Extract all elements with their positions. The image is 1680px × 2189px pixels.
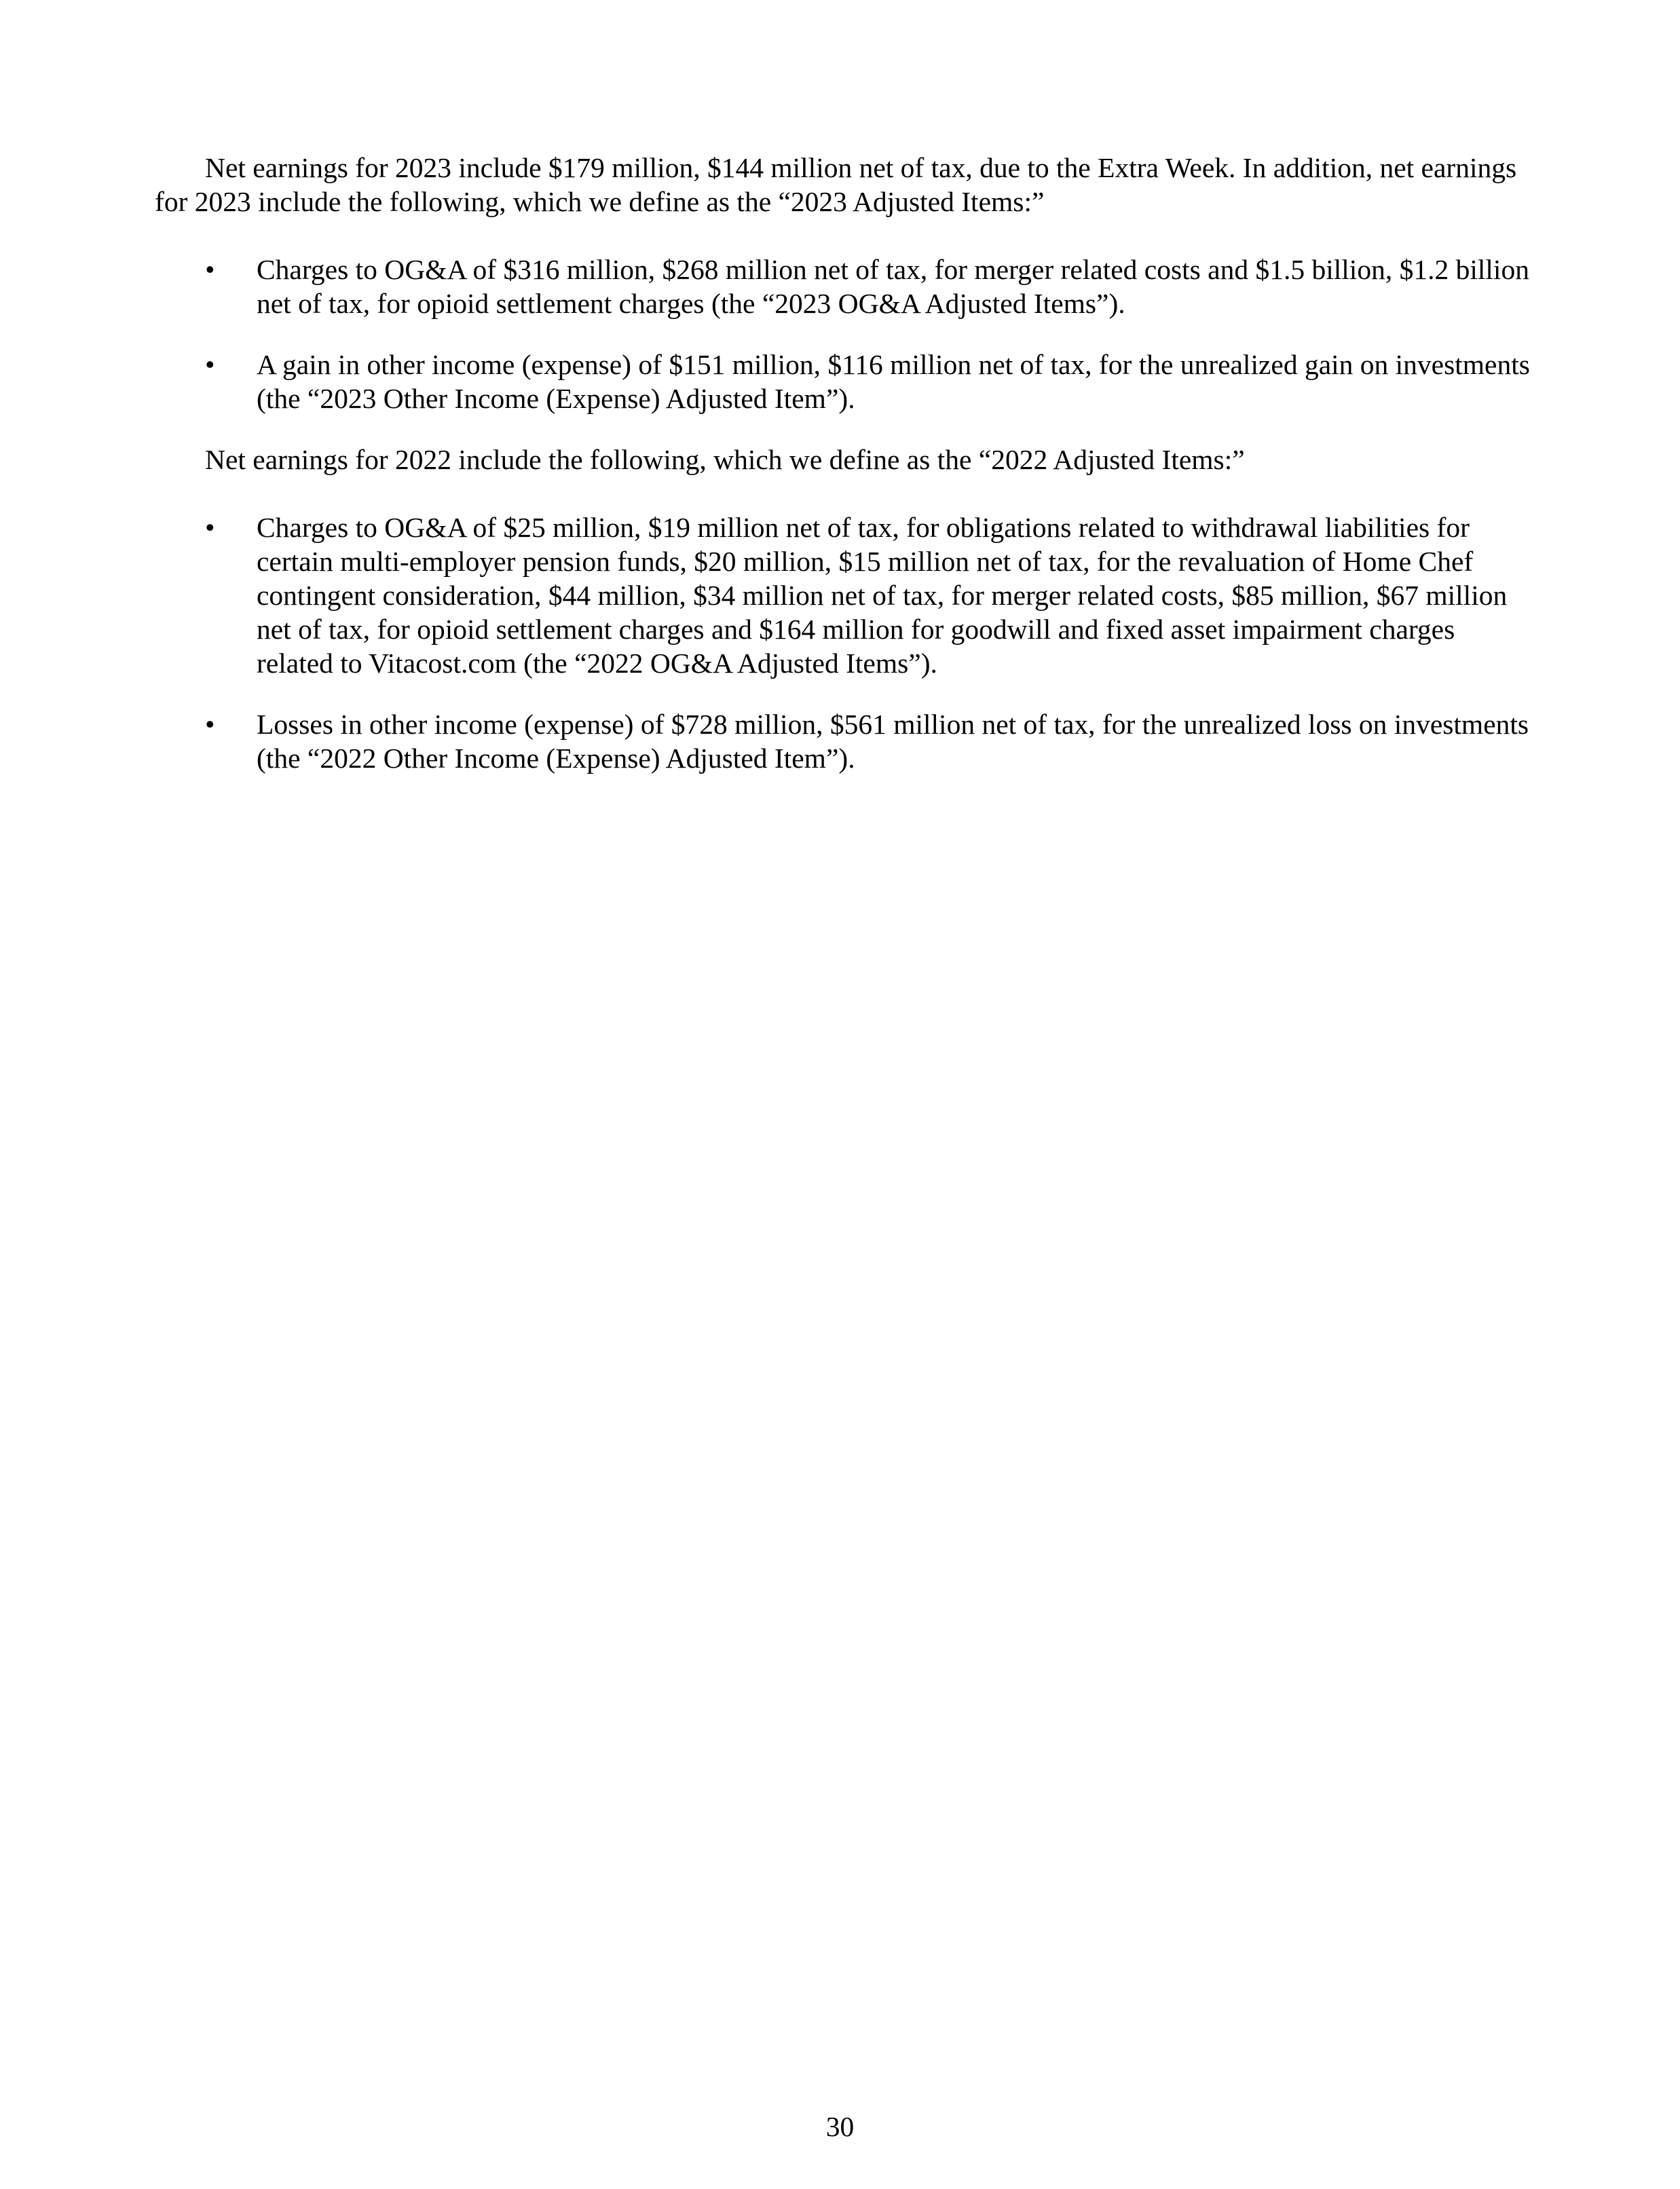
spacer (155, 219, 1533, 252)
bullet-text-2023-oga: Charges to OG&A of $316 million, $268 million net of tax, for merger related costs and $1.5 billion, $1.2 billion net of tax, for opioid settlement charges (the “2023 OG&A Adjusted Items”). (257, 254, 1529, 319)
spacer (155, 415, 1533, 443)
bullet-list-2023 (155, 252, 1533, 415)
bullet-text-2022-oga: Charges to OG&A of $25 million, $19 million net of tax, for obligations related to withdrawal liabilities for certain multi-employer pension funds, $20 million, $15 million net of tax, for the revaluation of Home Chef contingent consideration, $44 million, $34 million net of tax, for merger related costs, $85 million, $67 million net of tax, for opioid settlement charges and $164 million for goodwill and fixed asset impairment charges related to Vitacost.com (the “2022 OG&A Adjusted Items”). (257, 512, 1508, 679)
page-number: 30 (825, 2111, 855, 2142)
bullet-icon: • (205, 254, 215, 285)
spacer (155, 680, 1533, 707)
bullet-list-2022 (155, 510, 1533, 775)
bullet-text-2022-other-income: Losses in other income (expense) of $728 million, $561 million net of tax, for the unrealized loss on investments (the “2022 Other Income (Expense) Adjusted Item”). (257, 709, 1529, 774)
list-item (155, 348, 1533, 415)
list-item (155, 252, 1533, 320)
bullet-icon: • (205, 512, 215, 543)
list-item (155, 707, 1533, 775)
bullet-text-2023-other-income: A gain in other income (expense) of $151 million, $116 million net of tax, for the unrealized gain on investments (the “2023 Other Income (Expense) Adjusted Item”). (257, 349, 1530, 414)
bullet-icon: • (205, 349, 215, 380)
paragraph-2023-net-earnings: Net earnings for 2023 include $179 million, $144 million net of tax, due to the Extra Week. In addition, net earnings for 2023 include the following, which we define as the “2023 Adjusted Items:” (155, 152, 1517, 217)
spacer (155, 476, 1533, 510)
spacer (155, 320, 1533, 348)
bullet-icon: • (205, 709, 215, 740)
paragraph-2022-net-earnings: Net earnings for 2022 include the following, which we define as the “2022 Adjusted Items:” (205, 444, 1245, 475)
document-body (155, 151, 1533, 775)
list-item (155, 510, 1533, 680)
